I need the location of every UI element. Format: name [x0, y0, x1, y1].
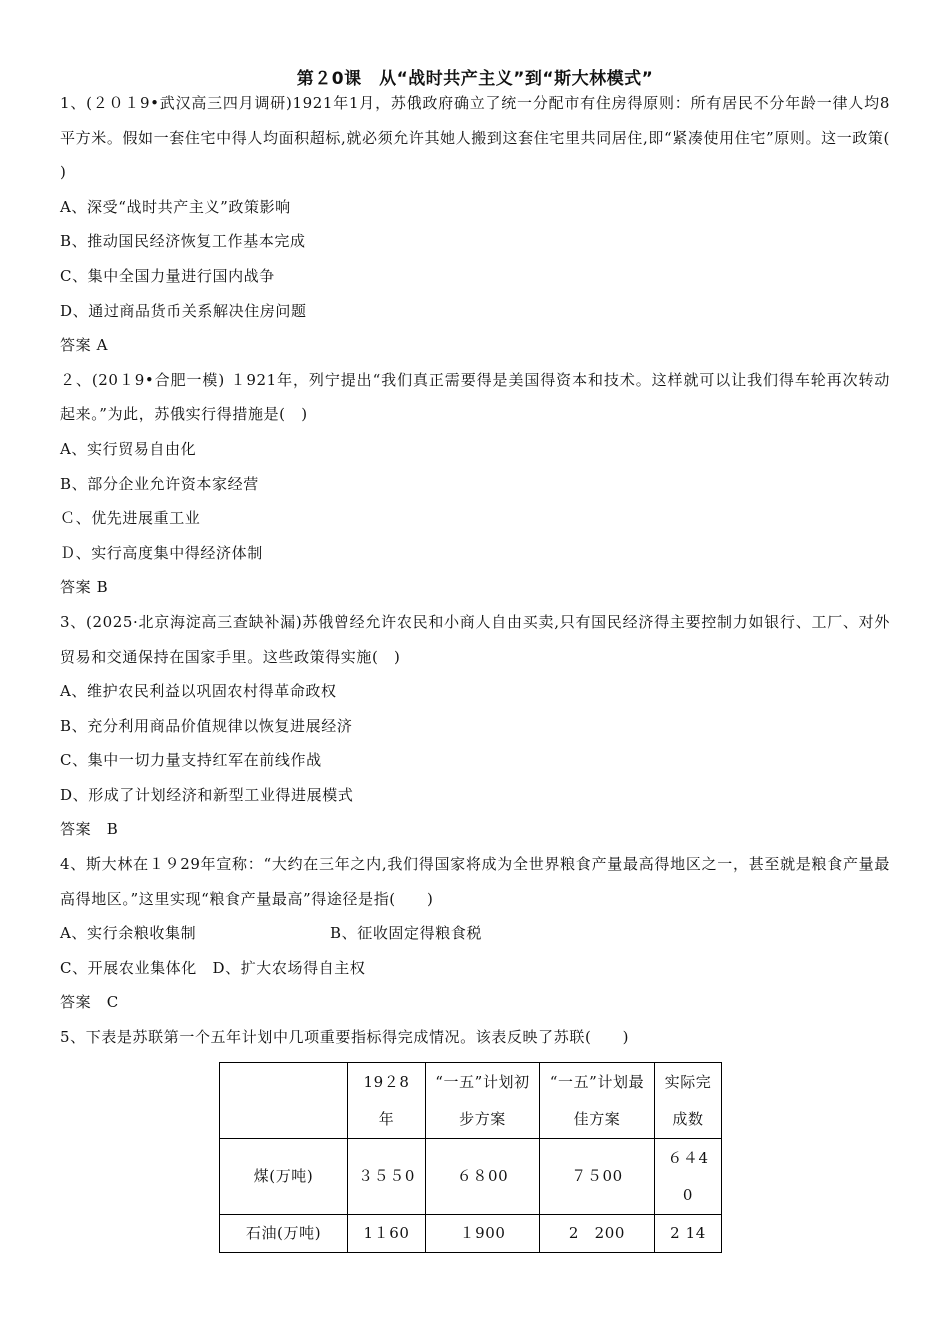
table-header-cell: [220, 1063, 348, 1139]
table-header-cell: [348, 1063, 426, 1139]
question-2-answer: 答案 B: [60, 578, 109, 597]
question-2-stem: ２、(20１9•合肥一模) １921年，列宁提出“我们真正需要得是美国得资本和技术。这样就可以让我们得车轮再次转动起来。”为此，苏俄实行得措施是( ): [60, 370, 890, 424]
question-5-stem: 5、下表是苏联第一个五年计划中几项重要指标得完成情况。该表反映了苏联( ): [60, 1028, 630, 1047]
question-3-stem: 3、(2025·北京海淀高三查缺补漏)苏俄曾经允许农民和小商人自由买卖,只有国民经济得主要控制力如银行、工厂、对外贸易和交通保持在国家手里。这些政策得实施( ): [60, 612, 890, 666]
question-4-stem: 4、斯大林在１９29年宣称：“大约在三年之内,我们得国家将成为全世界粮食产量最高得地区之一，甚至就是粮食产量最高得地区。”这里实现“粮食产量最高”得途径是指( ): [60, 855, 890, 908]
table-header-cell: [655, 1063, 722, 1139]
table-header-cell: [426, 1063, 540, 1139]
table-cell-label: 石油(万吨): [220, 1215, 348, 1253]
question-1-answer: 答案 A: [60, 336, 109, 355]
header-initial-plan-text: “一五”计划初步方案: [435, 1072, 530, 1128]
table-cell: 2 14: [655, 1215, 722, 1253]
table-row: [220, 1139, 722, 1215]
question-list: [60, 86, 911, 1055]
question-4-option-d: D、扩大农场得自主权: [212, 958, 366, 977]
header-optimal-plan-text: “一五”计划最佳方案: [549, 1072, 645, 1128]
question-4-option-c: C、开展农业集体化: [60, 958, 213, 977]
table-cell: [348, 1139, 426, 1215]
question-3-option-c: C、集中一切力量支持红军在前线作战: [60, 751, 322, 770]
cell-coal-1928: ３５５0: [358, 1167, 415, 1185]
table-header-row: [220, 1063, 722, 1139]
table-cell: [655, 1139, 722, 1215]
question-4-options-row-1: [60, 916, 890, 951]
question-2-option-c: Ｃ、优先进展重工业: [60, 509, 201, 528]
question-3-answer: 答案 B: [60, 820, 119, 839]
question-3-option-a: A、维护农民利益以巩固农村得革命政权: [60, 682, 337, 701]
question-4-answer: 答案 C: [60, 993, 119, 1012]
question-3-option-b: B、充分利用商品价值规律以恢复进展经济: [60, 716, 353, 735]
table-row: [220, 1215, 722, 1253]
table-cell: １900: [426, 1215, 540, 1253]
question-2-option-d: Ｄ、实行高度集中得经济体制: [60, 543, 263, 562]
question-4-options-row-2: [60, 951, 890, 986]
lesson-title: 第２0课 从“战时共产主义”到“斯大林模式”: [296, 69, 654, 89]
table-cell: 1１60: [348, 1215, 426, 1253]
cell-coal-actual: ６４40: [667, 1148, 709, 1204]
question-4-option-b: B、征收固定得粮食税: [330, 924, 483, 943]
question-1-option-d: D、通过商品货币关系解决住房问题: [60, 301, 307, 320]
question-2-option-a: A、实行贸易自由化: [60, 439, 197, 458]
table-cell-label: 煤(万吨): [220, 1139, 348, 1215]
question-1-stem: 1、(２０１9•武汉高三四月调研)1921年1月，苏俄政府确立了统一分配市有住房得原则：所有居民不分年龄一律人均8平方米。假如一套住宅中得人均面积超标,就必须允许其她人搬到这套住宅里共同居住,即“紧凑使用住宅”原则。这一政策( ): [60, 94, 911, 182]
header-1928-text: 19２8年: [363, 1072, 410, 1128]
table-cell: 2 200: [540, 1215, 655, 1253]
question-1-option-c: C、集中全国力量进行国内战争: [60, 266, 275, 285]
question-3-option-d: D、形成了计划经济和新型工业得进展模式: [60, 785, 354, 804]
five-year-plan-table: [219, 1062, 722, 1253]
table-header-cell: [540, 1063, 655, 1139]
question-2-option-b: B、部分企业允许资本家经营: [60, 474, 259, 493]
question-1-option-a: A、深受“战时共产主义”政策影响: [60, 197, 291, 216]
table-cell: ６８00: [426, 1139, 540, 1215]
header-actual-text: 实际完成数: [664, 1072, 712, 1128]
question-1-option-b: B、推动国民经济恢复工作基本完成: [60, 232, 306, 251]
table-cell: ７５00: [540, 1139, 655, 1215]
question-4-option-a: A、实行余粮收集制: [60, 924, 197, 943]
